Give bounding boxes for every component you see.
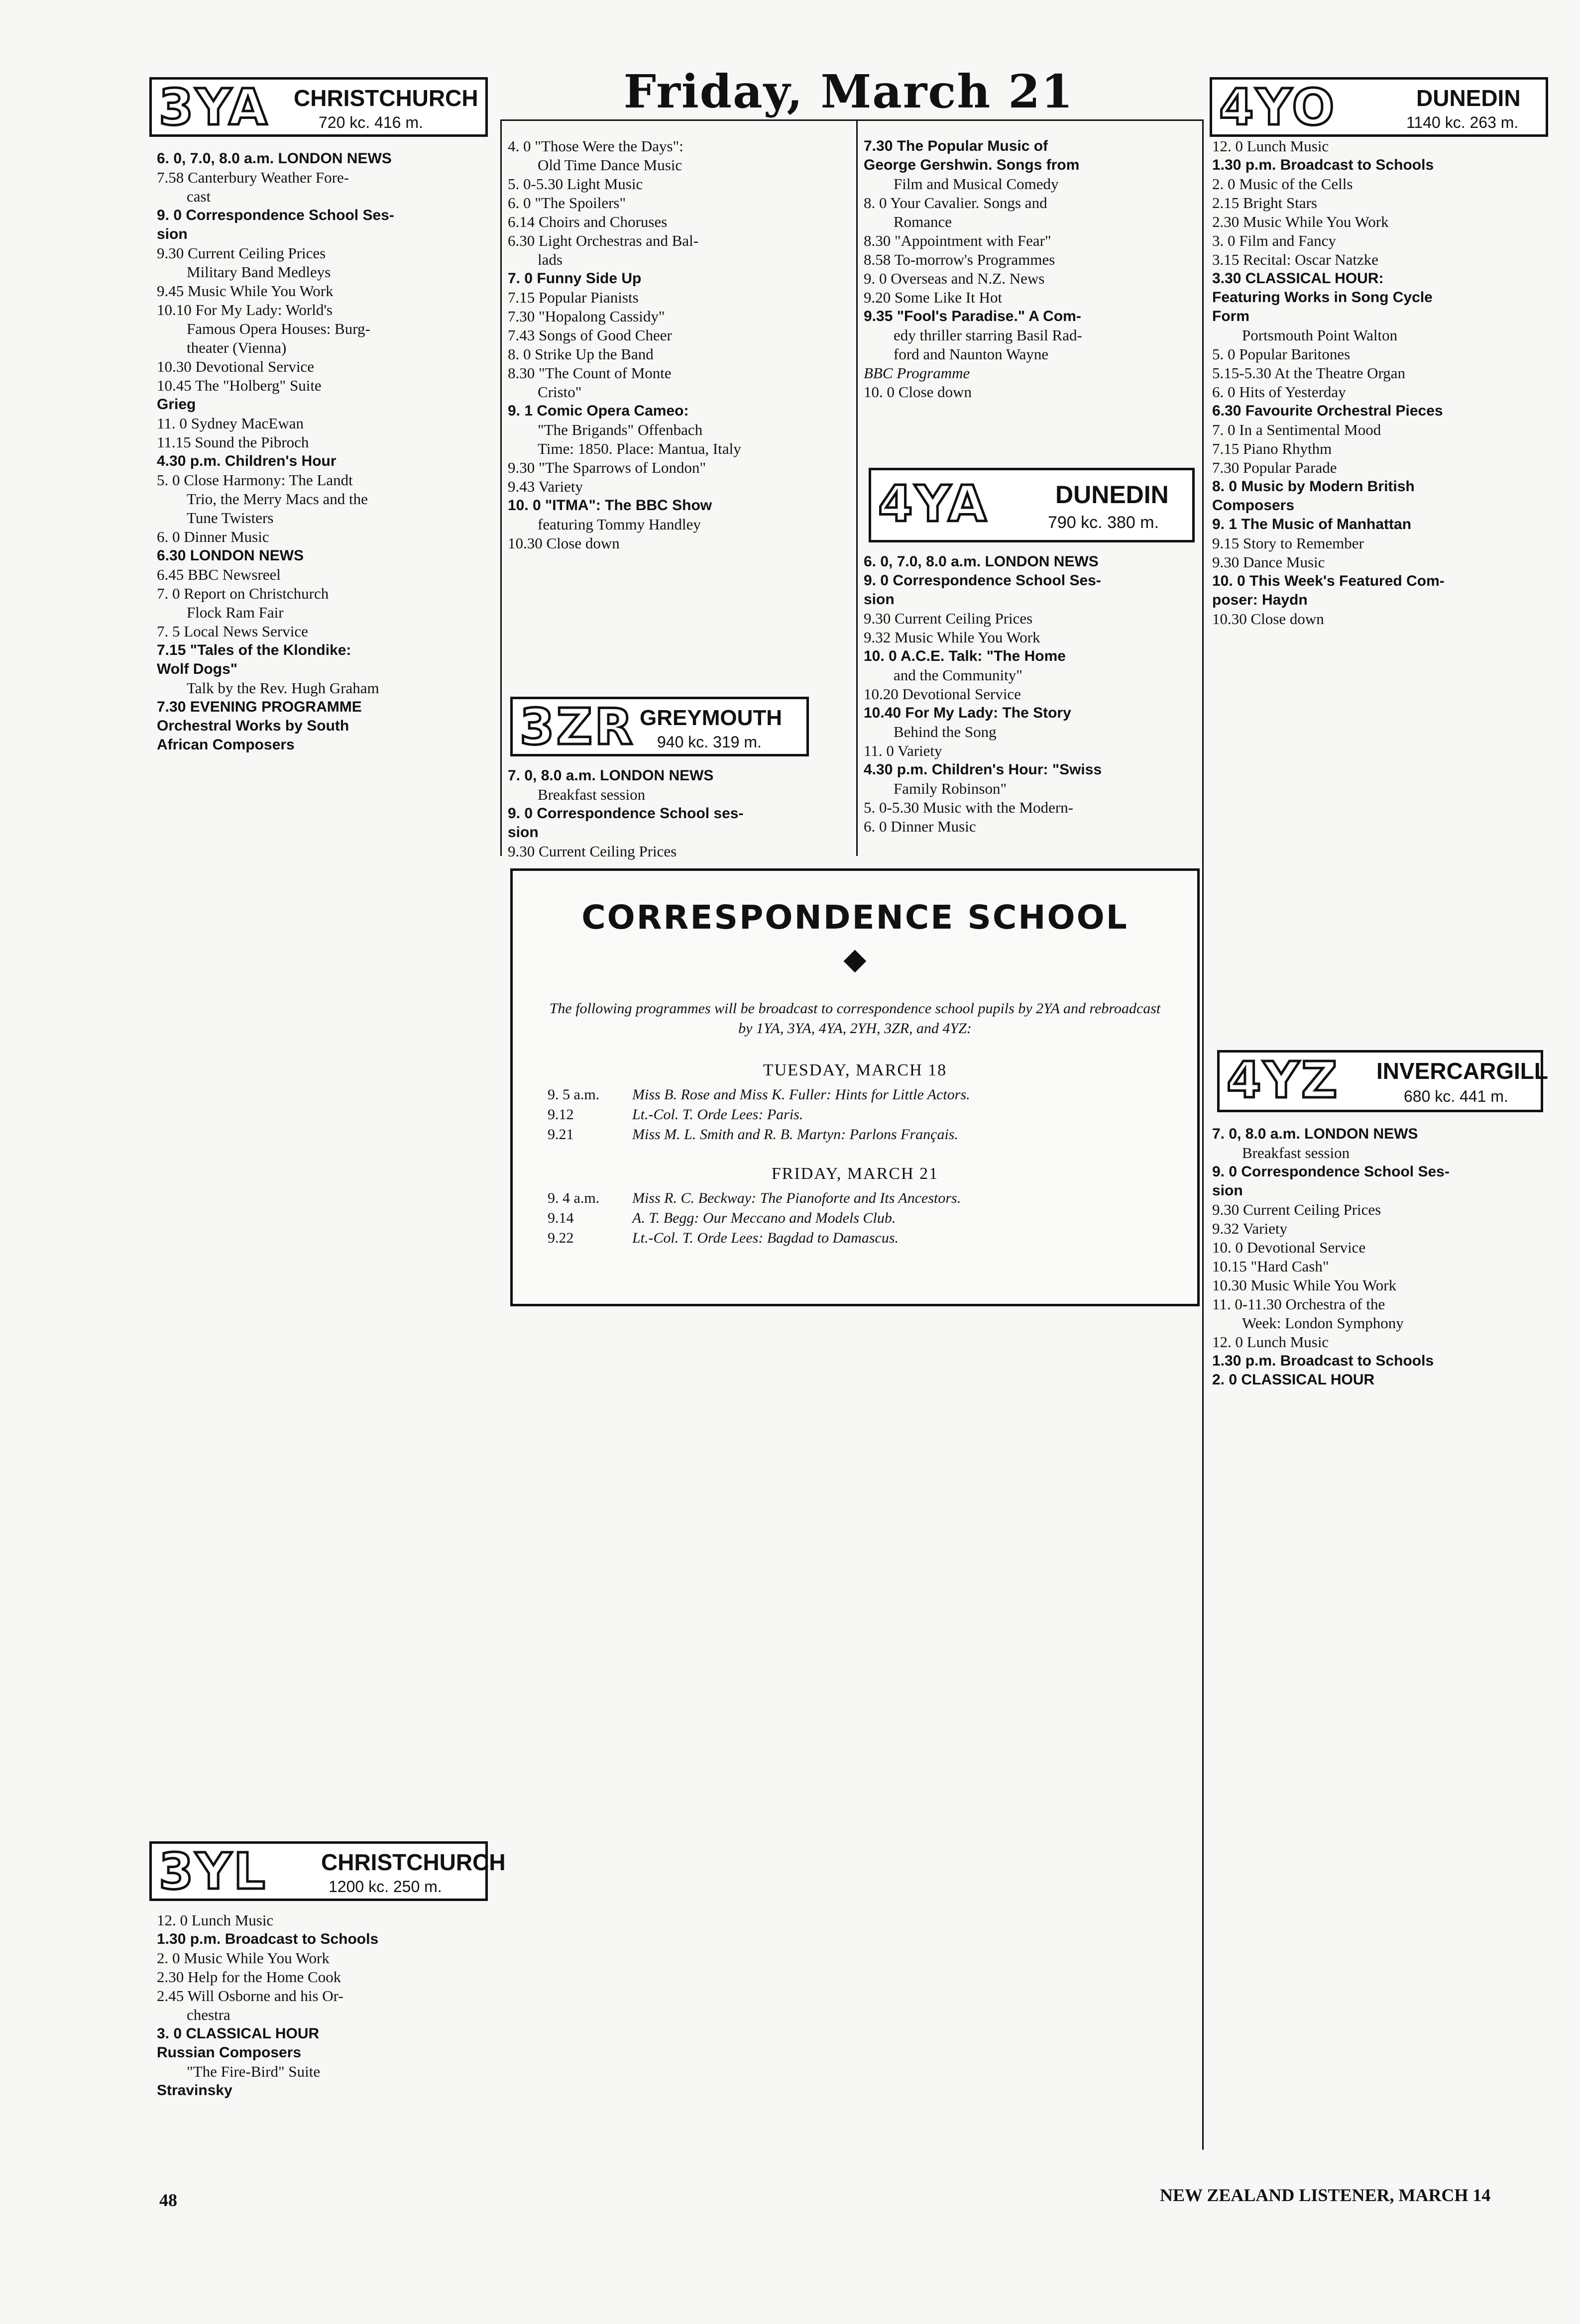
schedule-line: 10.40 For My Lady: The Story (864, 705, 1071, 721)
schedule-3yl (157, 1911, 495, 2100)
station-city: CHRISTCHURCH (321, 1849, 506, 1875)
cs-programme-row (513, 1085, 1197, 1105)
cs-list-friday (513, 1188, 1197, 1248)
schedule-line: 9. 0 Correspondence School Ses- (157, 207, 394, 223)
schedule-line: 8. 0 Strike Up the Band (508, 345, 654, 363)
correspondence-school-box (510, 868, 1200, 1306)
schedule-line: 12. 0 Lunch Music (1212, 1333, 1329, 1351)
schedule-3zr-evening (508, 137, 851, 553)
station-header-3ya (149, 77, 488, 137)
cs-programme-row (513, 1208, 1197, 1228)
schedule-line: 9.35 "Fool's Paradise." A Com- (864, 308, 1081, 324)
station-city: DUNEDIN (1416, 85, 1521, 111)
schedule-line: Russian Composers (157, 2044, 302, 2061)
schedule-line: African Composers (157, 737, 295, 753)
cs-programme-text: Miss M. L. Smith and R. B. Martyn: Parlons Français. (632, 1126, 958, 1143)
schedule-line: 5. 0 Popular Baritones (1212, 345, 1351, 363)
schedule-line: "The Fire-Bird" Suite (187, 2063, 321, 2080)
schedule-line: 3. 0 CLASSICAL HOUR (157, 2025, 320, 2042)
schedule-line: Stravinsky (157, 2082, 232, 2099)
cs-programme-time: 9. 4 a.m. (548, 1190, 600, 1206)
cs-programme-text: Miss R. C. Beckway: The Pianoforte and Its Ancestors. (632, 1190, 961, 1206)
schedule-line: 9.30 Current Ceiling Prices (864, 610, 1033, 627)
schedule-line: 11. 0 Variety (864, 742, 942, 759)
station-header-4yz (1217, 1050, 1548, 1112)
schedule-line: 7. 0 In a Sentimental Mood (1212, 421, 1381, 438)
schedule-line: 11.15 Sound the Pibroch (157, 433, 309, 451)
station-city: GREYMOUTH (640, 706, 782, 730)
schedule-line: 8.30 "The Count of Monte (508, 364, 672, 382)
schedule-line: 9. 1 The Music of Manhattan (1212, 516, 1412, 532)
column-rule (1202, 119, 1204, 2150)
station-city: DUNEDIN (1055, 481, 1169, 509)
schedule-line: 2.30 Help for the Home Cook (157, 1968, 341, 1986)
schedule-line: Trio, the Merry Macs and the (187, 490, 368, 508)
schedule-line: 7.15 "Tales of the Klondike: (157, 642, 351, 658)
column-rule (856, 119, 858, 856)
schedule-line: 7.58 Canterbury Weather Fore- (157, 169, 349, 186)
schedule-line: 6.45 BBC Newsreel (157, 566, 281, 583)
station-header-3zr (510, 697, 809, 756)
schedule-line: 11. 0 Sydney MacEwan (157, 415, 304, 432)
station-city: INVERCARGILL (1376, 1058, 1548, 1084)
diamond-icon: ◆ (843, 943, 867, 975)
schedule-line: 10. 0 "ITMA": The BBC Show (508, 497, 712, 514)
schedule-line: 9.15 Story to Remember (1212, 534, 1364, 552)
schedule-line: Portsmouth Point Walton (1242, 326, 1398, 344)
station-header-4ya (869, 468, 1195, 542)
schedule-line: 9. 0 Correspondence School Ses- (1212, 1163, 1450, 1180)
schedule-line: Cristo" (538, 383, 582, 401)
cs-list-tuesday (513, 1085, 1197, 1145)
schedule-line: 6. 0 Dinner Music (864, 818, 976, 835)
schedule-line: 9.30 "The Sparrows of London" (508, 459, 706, 476)
station-frequency: 1140 kc. 263 m. (1406, 113, 1519, 131)
schedule-line: 10.30 Close down (508, 534, 620, 552)
schedule-line: Family Robinson" (894, 780, 1007, 797)
cs-programme-row (513, 1125, 1197, 1145)
schedule-line: chestra (187, 2006, 230, 2023)
schedule-line: 9. 0 Correspondence School ses- (508, 805, 744, 822)
schedule-line: Orchestral Works by South (157, 718, 349, 734)
schedule-line: 7. 5 Local News Service (157, 623, 308, 640)
schedule-line: 2. 0 Music While You Work (157, 1949, 330, 1967)
schedule-line: 12. 0 Lunch Music (1212, 137, 1329, 155)
schedule-line: 10. 0 Devotional Service (1212, 1239, 1366, 1256)
schedule-line: 7.15 Piano Rhythm (1212, 440, 1332, 457)
schedule-line: Breakfast session (1242, 1144, 1350, 1162)
schedule-line: 9.32 Music While You Work (864, 629, 1040, 646)
schedule-line: 2. 0 Music of the Cells (1212, 175, 1353, 193)
schedule-line: Talk by the Rev. Hugh Graham (187, 679, 379, 697)
schedule-line: 6. 0, 7.0, 8.0 a.m. LONDON NEWS (864, 553, 1099, 570)
schedule-line: 3.15 Recital: Oscar Natzke (1212, 251, 1378, 268)
station-code: 3YL (159, 1842, 267, 1901)
cs-programme-text: Lt.-Col. T. Orde Lees: Bagdad to Damascus. (632, 1230, 899, 1246)
schedule-line: Romance (894, 213, 952, 230)
schedule-line: 10. 0 Close down (864, 383, 972, 401)
schedule-line: 3.30 CLASSICAL HOUR: (1212, 270, 1384, 287)
station-code: 4YO (1219, 78, 1337, 136)
cs-programme-time: 9.12 (548, 1106, 574, 1123)
schedule-line: featuring Tommy Handley (538, 516, 701, 533)
schedule-line: 6. 0 Dinner Music (157, 528, 269, 545)
schedule-line: 10.30 Close down (1212, 610, 1324, 628)
station-code: 3YA (159, 78, 269, 136)
schedule-line: 2.30 Music While You Work (1212, 213, 1389, 230)
schedule-line: Old Time Dance Music (538, 156, 682, 174)
cs-programme-time: 9.22 (548, 1230, 574, 1246)
schedule-line: sion (157, 226, 188, 242)
schedule-line: Breakfast session (538, 786, 646, 803)
page-number: 48 (159, 2190, 177, 2210)
publication-footer: NEW ZEALAND LISTENER, MARCH 14 (1160, 2185, 1491, 2205)
station-frequency: 1200 kc. 250 m. (329, 1878, 442, 1896)
schedule-line: lads (538, 251, 563, 268)
schedule-line: 9.30 Current Ceiling Prices (157, 244, 326, 262)
schedule-line: 5. 0 Close Harmony: The Landt (157, 471, 353, 489)
schedule-line: 7.30 "Hopalong Cassidy" (508, 308, 665, 325)
schedule-line: and the Community" (894, 666, 1022, 684)
schedule-3ya (157, 149, 495, 754)
schedule-line: 10.30 Devotional Service (157, 358, 314, 375)
cs-title: CORRESPONDENCE SCHOOL (581, 898, 1129, 937)
schedule-line: 6. 0, 7.0, 8.0 a.m. LONDON NEWS (157, 150, 392, 167)
schedule-line: 9.30 Dance Music (1212, 553, 1325, 571)
schedule-line: 10. 0 A.C.E. Talk: "The Home (864, 648, 1066, 664)
schedule-line: sion (1212, 1182, 1243, 1199)
schedule-line: Featuring Works in Song Cycle (1212, 289, 1433, 306)
cs-programme-time: 9. 5 a.m. (548, 1086, 600, 1103)
station-frequency: 680 kc. 441 m. (1404, 1087, 1508, 1105)
cs-programme-time: 9.14 (548, 1210, 574, 1226)
station-code: 4YZ (1227, 1051, 1340, 1109)
schedule-line: 2. 0 CLASSICAL HOUR (1212, 1372, 1375, 1388)
schedule-line: Film and Musical Comedy (894, 175, 1059, 193)
schedule-line: Composers (1212, 497, 1295, 514)
station-frequency: 720 kc. 416 m. (319, 113, 423, 131)
schedule-line: 5. 0-5.30 Light Music (508, 175, 643, 193)
schedule-line: 2.15 Bright Stars (1212, 194, 1317, 211)
schedule-line: 9.30 Current Ceiling Prices (508, 843, 677, 860)
schedule-line: 7.30 Popular Parade (1212, 459, 1337, 476)
schedule-line: 10.20 Devotional Service (864, 685, 1021, 703)
column-rule (500, 119, 502, 856)
cs-programme-row (513, 1105, 1197, 1125)
cs-intro: The following programmes will be broadcast to correspondence school pupils by 2YA and rebroadcast by 1YA, 3YA, 4YA, 2YH, 3ZR, and 4YZ: (549, 1000, 1161, 1037)
station-frequency: 790 kc. 380 m. (1048, 513, 1159, 532)
schedule-line: 7. 0, 8.0 a.m. LONDON NEWS (508, 767, 714, 784)
cs-programme-row (513, 1188, 1197, 1208)
schedule-line: theater (Vienna) (187, 339, 287, 356)
schedule-line: 6.30 Favourite Orchestral Pieces (1212, 403, 1443, 419)
schedule-3zr (508, 766, 851, 861)
schedule-line: 10.10 For My Lady: World's (157, 301, 333, 318)
schedule-line: 1.30 p.m. Broadcast to Schools (1212, 1353, 1434, 1369)
schedule-line: 7.43 Songs of Good Cheer (508, 326, 672, 344)
schedule-line: 5.15-5.30 At the Theatre Organ (1212, 364, 1405, 382)
schedule-line: 8.58 To-morrow's Programmes (864, 251, 1055, 268)
schedule-line: 4.30 p.m. Children's Hour (157, 453, 337, 469)
schedule-line: "The Brigands" Offenbach (538, 421, 703, 438)
schedule-line: Famous Opera Houses: Burg- (187, 320, 370, 337)
schedule-line: 8. 0 Your Cavalier. Songs and (864, 194, 1047, 211)
schedule-line: 8.30 "Appointment with Fear" (864, 232, 1051, 249)
schedule-line: 4.30 p.m. Children's Hour: "Swiss (864, 761, 1102, 778)
schedule-line: edy thriller starring Basil Rad- (894, 326, 1082, 344)
cs-programme-text: Lt.-Col. T. Orde Lees: Paris. (632, 1106, 803, 1123)
station-code: 3ZR (520, 698, 635, 756)
schedule-line: 7. 0 Report on Christchurch (157, 585, 329, 602)
cs-programme-text: Miss B. Rose and Miss K. Fuller: Hints for Little Actors. (632, 1086, 970, 1103)
schedule-line: 1.30 p.m. Broadcast to Schools (157, 1931, 379, 1947)
schedule-line: ford and Naunton Wayne (894, 345, 1049, 363)
schedule-line: sion (508, 824, 539, 841)
station-city: CHRISTCHURCH (294, 85, 478, 111)
cs-programme-row (513, 1228, 1197, 1248)
schedule-4ya (864, 552, 1197, 836)
schedule-line: 6.30 Light Orchestras and Bal- (508, 232, 699, 249)
schedule-line: George Gershwin. Songs from (864, 157, 1080, 173)
schedule-4yo (1212, 137, 1556, 629)
schedule-line: 9.20 Some Like It Hot (864, 289, 1003, 306)
schedule-line: Grieg (157, 396, 196, 413)
station-header-4yo (1210, 77, 1548, 137)
schedule-4yo-evening (864, 137, 1197, 402)
schedule-line: 9. 0 Correspondence School Ses- (864, 572, 1101, 589)
cs-day-friday: FRIDAY, MARCH 21 (771, 1164, 939, 1183)
cs-programme-time: 9.21 (548, 1126, 574, 1143)
schedule-line: 9. 0 Overseas and N.Z. News (864, 270, 1045, 287)
schedule-line: Wolf Dogs" (157, 661, 237, 677)
page-title: Friday, March 21 (623, 65, 1074, 118)
schedule-line: cast (187, 188, 211, 205)
schedule-line: 10. 0 This Week's Featured Com- (1212, 573, 1445, 589)
schedule-line: 10.45 The "Holberg" Suite (157, 377, 322, 394)
schedule-line: 7. 0 Funny Side Up (508, 270, 642, 287)
schedule-line: Flock Ram Fair (187, 604, 284, 621)
schedule-line: Military Band Medleys (187, 263, 331, 281)
cs-day-tuesday: TUESDAY, MARCH 18 (763, 1061, 947, 1079)
schedule-line: Week: London Symphony (1242, 1314, 1404, 1332)
schedule-line: Behind the Song (894, 723, 997, 740)
schedule-line: 9.32 Variety (1212, 1220, 1287, 1237)
schedule-line: poser: Haydn (1212, 592, 1308, 608)
schedule-line: 9.30 Current Ceiling Prices (1212, 1201, 1381, 1218)
schedule-line: 1.30 p.m. Broadcast to Schools (1212, 157, 1434, 173)
schedule-line: 3. 0 Film and Fancy (1212, 232, 1336, 249)
schedule-line: 4. 0 "Those Were the Days": (508, 137, 683, 155)
schedule-line: sion (864, 591, 895, 608)
schedule-line: 7.30 EVENING PROGRAMME (157, 699, 362, 715)
cs-programme-text: A. T. Begg: Our Meccano and Models Club. (632, 1210, 896, 1226)
schedule-line: Form (1212, 308, 1249, 324)
schedule-line: 12. 0 Lunch Music (157, 1911, 274, 1929)
schedule-line: Tune Twisters (187, 509, 274, 527)
schedule-line: BBC Programme (864, 364, 970, 382)
schedule-line: 6.14 Choirs and Choruses (508, 213, 668, 230)
schedule-line: 9. 1 Comic Opera Cameo: (508, 403, 689, 419)
schedule-line: 10.15 "Hard Cash" (1212, 1258, 1329, 1275)
schedule-line: 11. 0-11.30 Orchestra of the (1212, 1295, 1385, 1313)
schedule-4yz (1212, 1125, 1556, 1389)
schedule-line: Time: 1850. Place: Mantua, Italy (538, 440, 741, 457)
schedule-line: 9.45 Music While You Work (157, 282, 334, 300)
schedule-line: 6. 0 Hits of Yesterday (1212, 383, 1346, 401)
schedule-line: 8. 0 Music by Modern British (1212, 478, 1415, 495)
station-header-3yl (149, 1841, 506, 1901)
station-code: 4YA (878, 475, 989, 533)
schedule-line: 7.15 Popular Pianists (508, 289, 639, 306)
schedule-line: 10.30 Music While You Work (1212, 1276, 1397, 1294)
schedule-line: 9.43 Variety (508, 478, 583, 495)
station-frequency: 940 kc. 319 m. (657, 733, 762, 751)
schedule-line: 7. 0, 8.0 a.m. LONDON NEWS (1212, 1126, 1418, 1142)
schedule-line: 6.30 LONDON NEWS (157, 547, 304, 564)
schedule-line: 6. 0 "The Spoilers" (508, 194, 626, 211)
schedule-line: 5. 0-5.30 Music with the Modern- (864, 799, 1074, 816)
title-rule (500, 119, 1202, 121)
schedule-line: 2.45 Will Osborne and his Or- (157, 1987, 343, 2005)
schedule-line: 7.30 The Popular Music of (864, 138, 1048, 154)
